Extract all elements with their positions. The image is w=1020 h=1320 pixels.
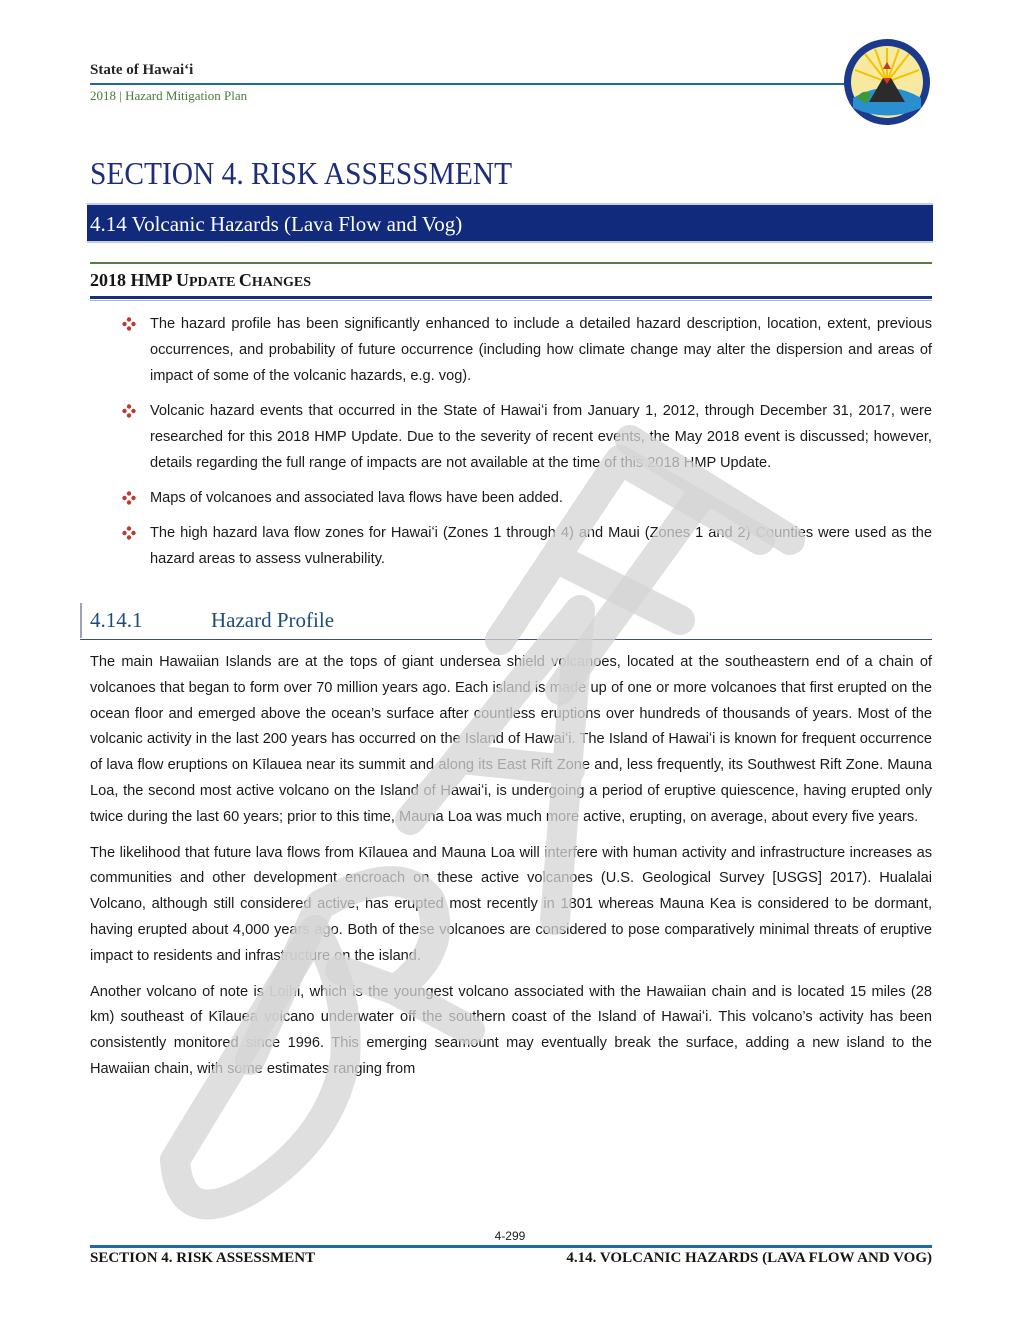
footer-section-label: SECTION 4. RISK ASSESSMENT — [90, 1250, 316, 1266]
header-rule — [90, 83, 852, 85]
divider — [80, 639, 932, 640]
heading-accent-bar — [80, 603, 82, 638]
diamond-bullet-icon — [122, 404, 136, 418]
footer-rule — [90, 1245, 932, 1248]
divider — [90, 300, 932, 301]
agency-seal-icon — [843, 38, 931, 126]
list-item: The high hazard lava flow zones for Hawaiʻi (Zones 1 through 4) and Maui (Zones 1 and 2) Counties were used as the hazard areas to assess vulnerability. — [122, 520, 932, 572]
subsection-banner — [87, 203, 933, 243]
paragraph: The main Hawaiian Islands are at the tops of giant undersea shield volcanoes, located at the southeastern end of a chain of volcanoes that began to form over 70 million years ago. Each island is made up of one or more volcanoes that first erupted on the ocean floor and emerged above the ocean’s surface after countless eruptions over hundreds of thousands of years. Most of the volcanic activity in the last 200 years has occurred on the Island of Hawaiʻi. The Island of Hawaiʻi is known for frequent occurrence of lava flow eruptions on Kīlauea near its summit and along its East Rift Zone and, less frequently, its Southwest Rift Zone. Mauna Loa, the second most active volcano on the Island of Hawaiʻi, is undergoing a period of eruptive quiescence, having erupted only twice during the last 60 years; prior to this time, Mauna Loa was much more active, erupting, on average, about every five years. — [90, 654, 932, 825]
diamond-bullet-icon — [122, 526, 136, 540]
update-changes-list — [122, 311, 932, 581]
heading-number: 4.14.1 — [90, 608, 143, 632]
page-number: 4-299 — [494, 1229, 526, 1243]
footer-subsection-label: 4.14. VOLCANIC HAZARDS (LAVA FLOW AND VOG) — [566, 1250, 932, 1266]
list-item: The hazard profile has been significantly enhanced to include a detailed hazard description, location, extent, previous occurrences, and probability of future occurrence (including how climate change may alter the dispersion and areas of impact of some of the volcanic hazards, e.g. vog). — [122, 311, 932, 389]
update-changes-heading: 2018 HMP UPDATE CHANGES — [90, 270, 312, 290]
header-subtitle: 2018 | Hazard Mitigation Plan — [90, 88, 248, 103]
hazard-profile-body — [90, 650, 932, 1093]
diamond-bullet-icon — [122, 491, 136, 505]
list-item: Maps of volcanoes and associated lava flows have been added. — [122, 485, 932, 511]
diamond-bullet-icon — [122, 317, 136, 331]
subsection-title: 4.14 Volcanic Hazards (Lava Flow and Vog) — [90, 212, 463, 236]
section-title: SECTION 4. RISK ASSESSMENT — [90, 155, 513, 191]
hazard-profile-heading — [90, 608, 334, 633]
heading-title: Hazard Profile — [211, 608, 335, 632]
divider — [90, 262, 932, 264]
divider — [90, 296, 932, 299]
paragraph: Another volcano of note is Loihi, which is the youngest volcano associated with the Hawaiian chain and is located 15 miles (28 km) southeast of Kīlauea volcano underwater off the southern coast of the Island of Hawaiʻi. This volcano’s activity has been consistently monitored since 1996. This emerging seamount may eventually break the surface, adding a new island to the Hawaiian chain, with some estimates ranging from — [90, 983, 932, 1077]
list-item: Volcanic hazard events that occurred in the State of Hawaiʻi from January 1, 2012, through December 31, 2017, were researched for this 2018 HMP Update. Due to the severity of recent events, the May 2018 event is discussed; however, details regarding the full range of impacts are not available at the time of this 2018 HMP Update. — [122, 398, 932, 476]
paragraph: The likelihood that future lava flows from Kīlauea and Mauna Loa will interfere with human activity and infrastructure increases as communities and other development encroach on these active volcanoes (U.S. Geological Survey [USGS] 2017). Hualalai Volcano, although still considered active, has erupted most recently in 1801 whereas Mauna Kea is considered to be dormant, having erupted about 4,000 years ago. Both of these volcanoes are considered to pose comparatively minimal threats of eruptive impact to residents and infrastructure on the island. — [90, 844, 932, 964]
header-title: State of Hawaiʻi — [90, 62, 194, 78]
